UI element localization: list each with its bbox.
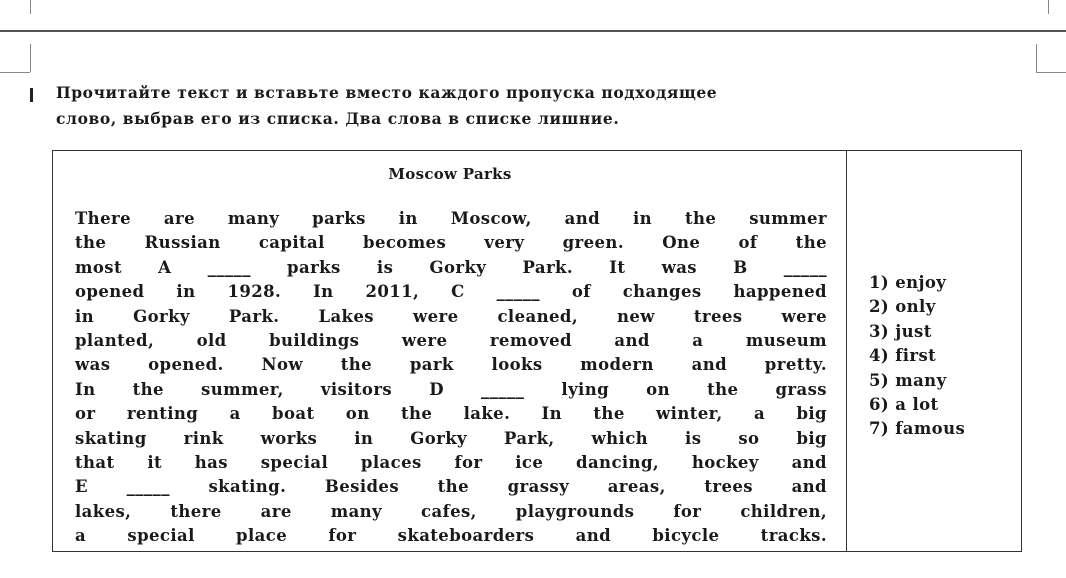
page-corner-mark-right <box>1036 44 1037 72</box>
page-corner-mark-right-h <box>1036 72 1066 73</box>
text-title: Moscow Parks <box>388 165 512 183</box>
text-line: There are many parks in Moscow, and in the summer <box>75 209 827 228</box>
page-corner-mark-left-h <box>0 72 30 73</box>
word-option: 5) many <box>869 370 947 390</box>
text-line: In the summer, visitors D _____ lying on the grass <box>75 379 827 399</box>
text-line: most A _____ parks is Gorky Park. It was B _____ <box>75 257 827 277</box>
text-line: in Gorky Park. Lakes were cleaned, new trees were <box>75 306 827 326</box>
text-column <box>53 151 847 551</box>
word-option: 6) a lot <box>869 394 939 414</box>
text-line: skating rink works in Gorky Park, which is so big <box>75 428 827 448</box>
word-options-list <box>869 271 965 442</box>
text-line: lakes, there are many cafes, playgrounds for children, <box>75 501 827 521</box>
text-line: opened in 1928. In 2011, C _____ of changes happened <box>75 282 827 302</box>
task-table <box>52 150 1022 552</box>
text-paragraph <box>75 207 827 548</box>
word-option: 1) enjoy <box>869 273 947 292</box>
word-option: 4) first <box>869 346 937 366</box>
text-line: E _____ skating. Besides the grassy areas, trees and <box>75 477 827 497</box>
text-line: or renting a boat on the lake. In the winter, a big <box>75 404 827 424</box>
page-corner-mark-left <box>30 44 31 72</box>
options-column <box>847 151 1020 551</box>
page-edge-mark-right-top <box>1048 0 1049 14</box>
task-marker <box>30 88 33 102</box>
instruction-line-1: Прочитайте текст и вставьте вместо каждого пропуска подходящее <box>56 83 718 102</box>
text-line: that it has special places for ice dancing, hockey and <box>75 452 827 472</box>
text-line: a special place for skateboarders and bicycle tracks. <box>75 526 827 546</box>
page-break-line <box>0 30 1066 32</box>
word-option: 3) just <box>869 321 932 341</box>
instruction-line-2: слово, выбрав его из списка. Два слова в списке лишние. <box>56 109 620 128</box>
task-instruction <box>56 80 1036 132</box>
text-line: the Russian capital becomes very green. One of the <box>75 233 827 253</box>
text-line: was opened. Now the park looks modern and pretty. <box>75 355 827 375</box>
text-line: planted, old buildings were removed and a museum <box>75 330 827 350</box>
word-option: 7) famous <box>869 419 966 439</box>
page-edge-mark-left-top <box>30 0 31 14</box>
word-option: 2) only <box>869 297 936 317</box>
